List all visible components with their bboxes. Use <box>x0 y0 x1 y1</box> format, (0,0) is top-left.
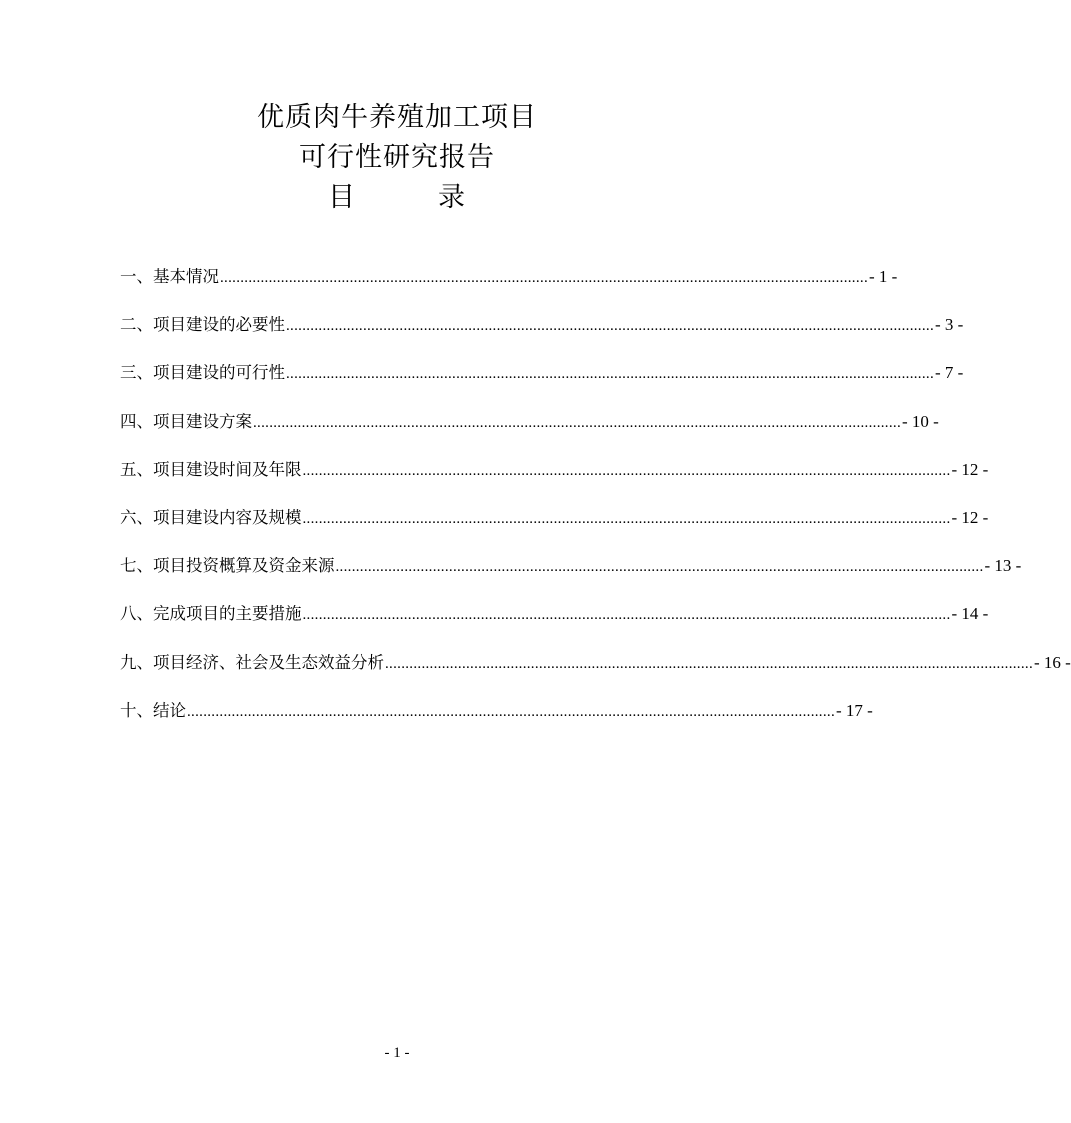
toc-entry-label: 九、项目经济、社会及生态效益分析 <box>120 652 384 672</box>
toc-entry-label: 八、完成项目的主要措施 <box>120 604 302 624</box>
toc-heading-right: 录 <box>438 182 466 213</box>
toc-entry-page: - 12 - <box>951 459 989 479</box>
toc-heading-left: 目 <box>328 182 356 213</box>
toc-entry-page: - 10 - <box>902 411 939 431</box>
toc-entry[interactable] <box>120 648 1071 696</box>
toc-entry-label: 六、项目建设内容及规模 <box>120 507 302 527</box>
table-of-contents <box>120 262 1071 744</box>
toc-entry-page: - 14 - <box>951 604 989 624</box>
toc-entry[interactable] <box>120 310 964 358</box>
document-title: 优质肉牛养殖加工项目 <box>257 102 537 133</box>
toc-dot-leader: ................................................................................................................................................................ <box>253 414 901 431</box>
toc-dot-leader: ................................................................................................................................................................ <box>335 559 984 576</box>
toc-entry[interactable] <box>120 358 964 406</box>
toc-dot-leader: ................................................................................................................................................................ <box>302 607 951 624</box>
toc-entry-page: - 16 - <box>1034 652 1071 672</box>
toc-dot-leader: ................................................................................................................................................................ <box>286 366 934 383</box>
toc-entry[interactable] <box>120 455 989 503</box>
toc-entry[interactable] <box>120 696 873 744</box>
toc-entry-page: - 7 - <box>935 363 964 383</box>
toc-entry-label: 三、项目建设的可行性 <box>120 363 285 383</box>
toc-entry-page: - 13 - <box>984 556 1022 576</box>
toc-dot-leader: ................................................................................................................................................................ <box>286 318 934 335</box>
toc-entry-label: 七、项目投资概算及资金来源 <box>120 556 335 576</box>
toc-heading <box>0 178 794 218</box>
toc-entry-label: 四、项目建设方案 <box>120 411 252 431</box>
document-subtitle: 可行性研究报告 <box>299 142 495 173</box>
toc-dot-leader: ................................................................................................................................................................ <box>187 703 835 720</box>
page-number: - 1 - <box>384 1045 410 1061</box>
toc-entry-label: 五、项目建设时间及年限 <box>120 459 302 479</box>
toc-entry[interactable] <box>120 503 989 551</box>
toc-entry[interactable] <box>120 262 898 310</box>
toc-entry-label: 十、结论 <box>120 700 186 720</box>
toc-dot-leader: ................................................................................................................................................................ <box>302 462 951 479</box>
toc-entry-label: 一、基本情况 <box>120 267 219 286</box>
toc-entry-page: - 12 - <box>951 507 989 527</box>
toc-entry[interactable] <box>120 551 1022 599</box>
toc-entry-page: - 1 - <box>869 267 898 286</box>
title-block <box>0 98 794 218</box>
toc-entry[interactable] <box>120 599 989 647</box>
toc-entry-page: - 17 - <box>836 700 873 720</box>
toc-dot-leader: ................................................................................................................................................................ <box>220 270 868 286</box>
toc-dot-leader: ................................................................................................................................................................ <box>385 655 1033 672</box>
toc-entry[interactable] <box>120 407 939 455</box>
toc-entry-page: - 3 - <box>935 315 964 335</box>
toc-entry-label: 二、项目建设的必要性 <box>120 315 285 335</box>
toc-dot-leader: ................................................................................................................................................................ <box>302 510 951 527</box>
